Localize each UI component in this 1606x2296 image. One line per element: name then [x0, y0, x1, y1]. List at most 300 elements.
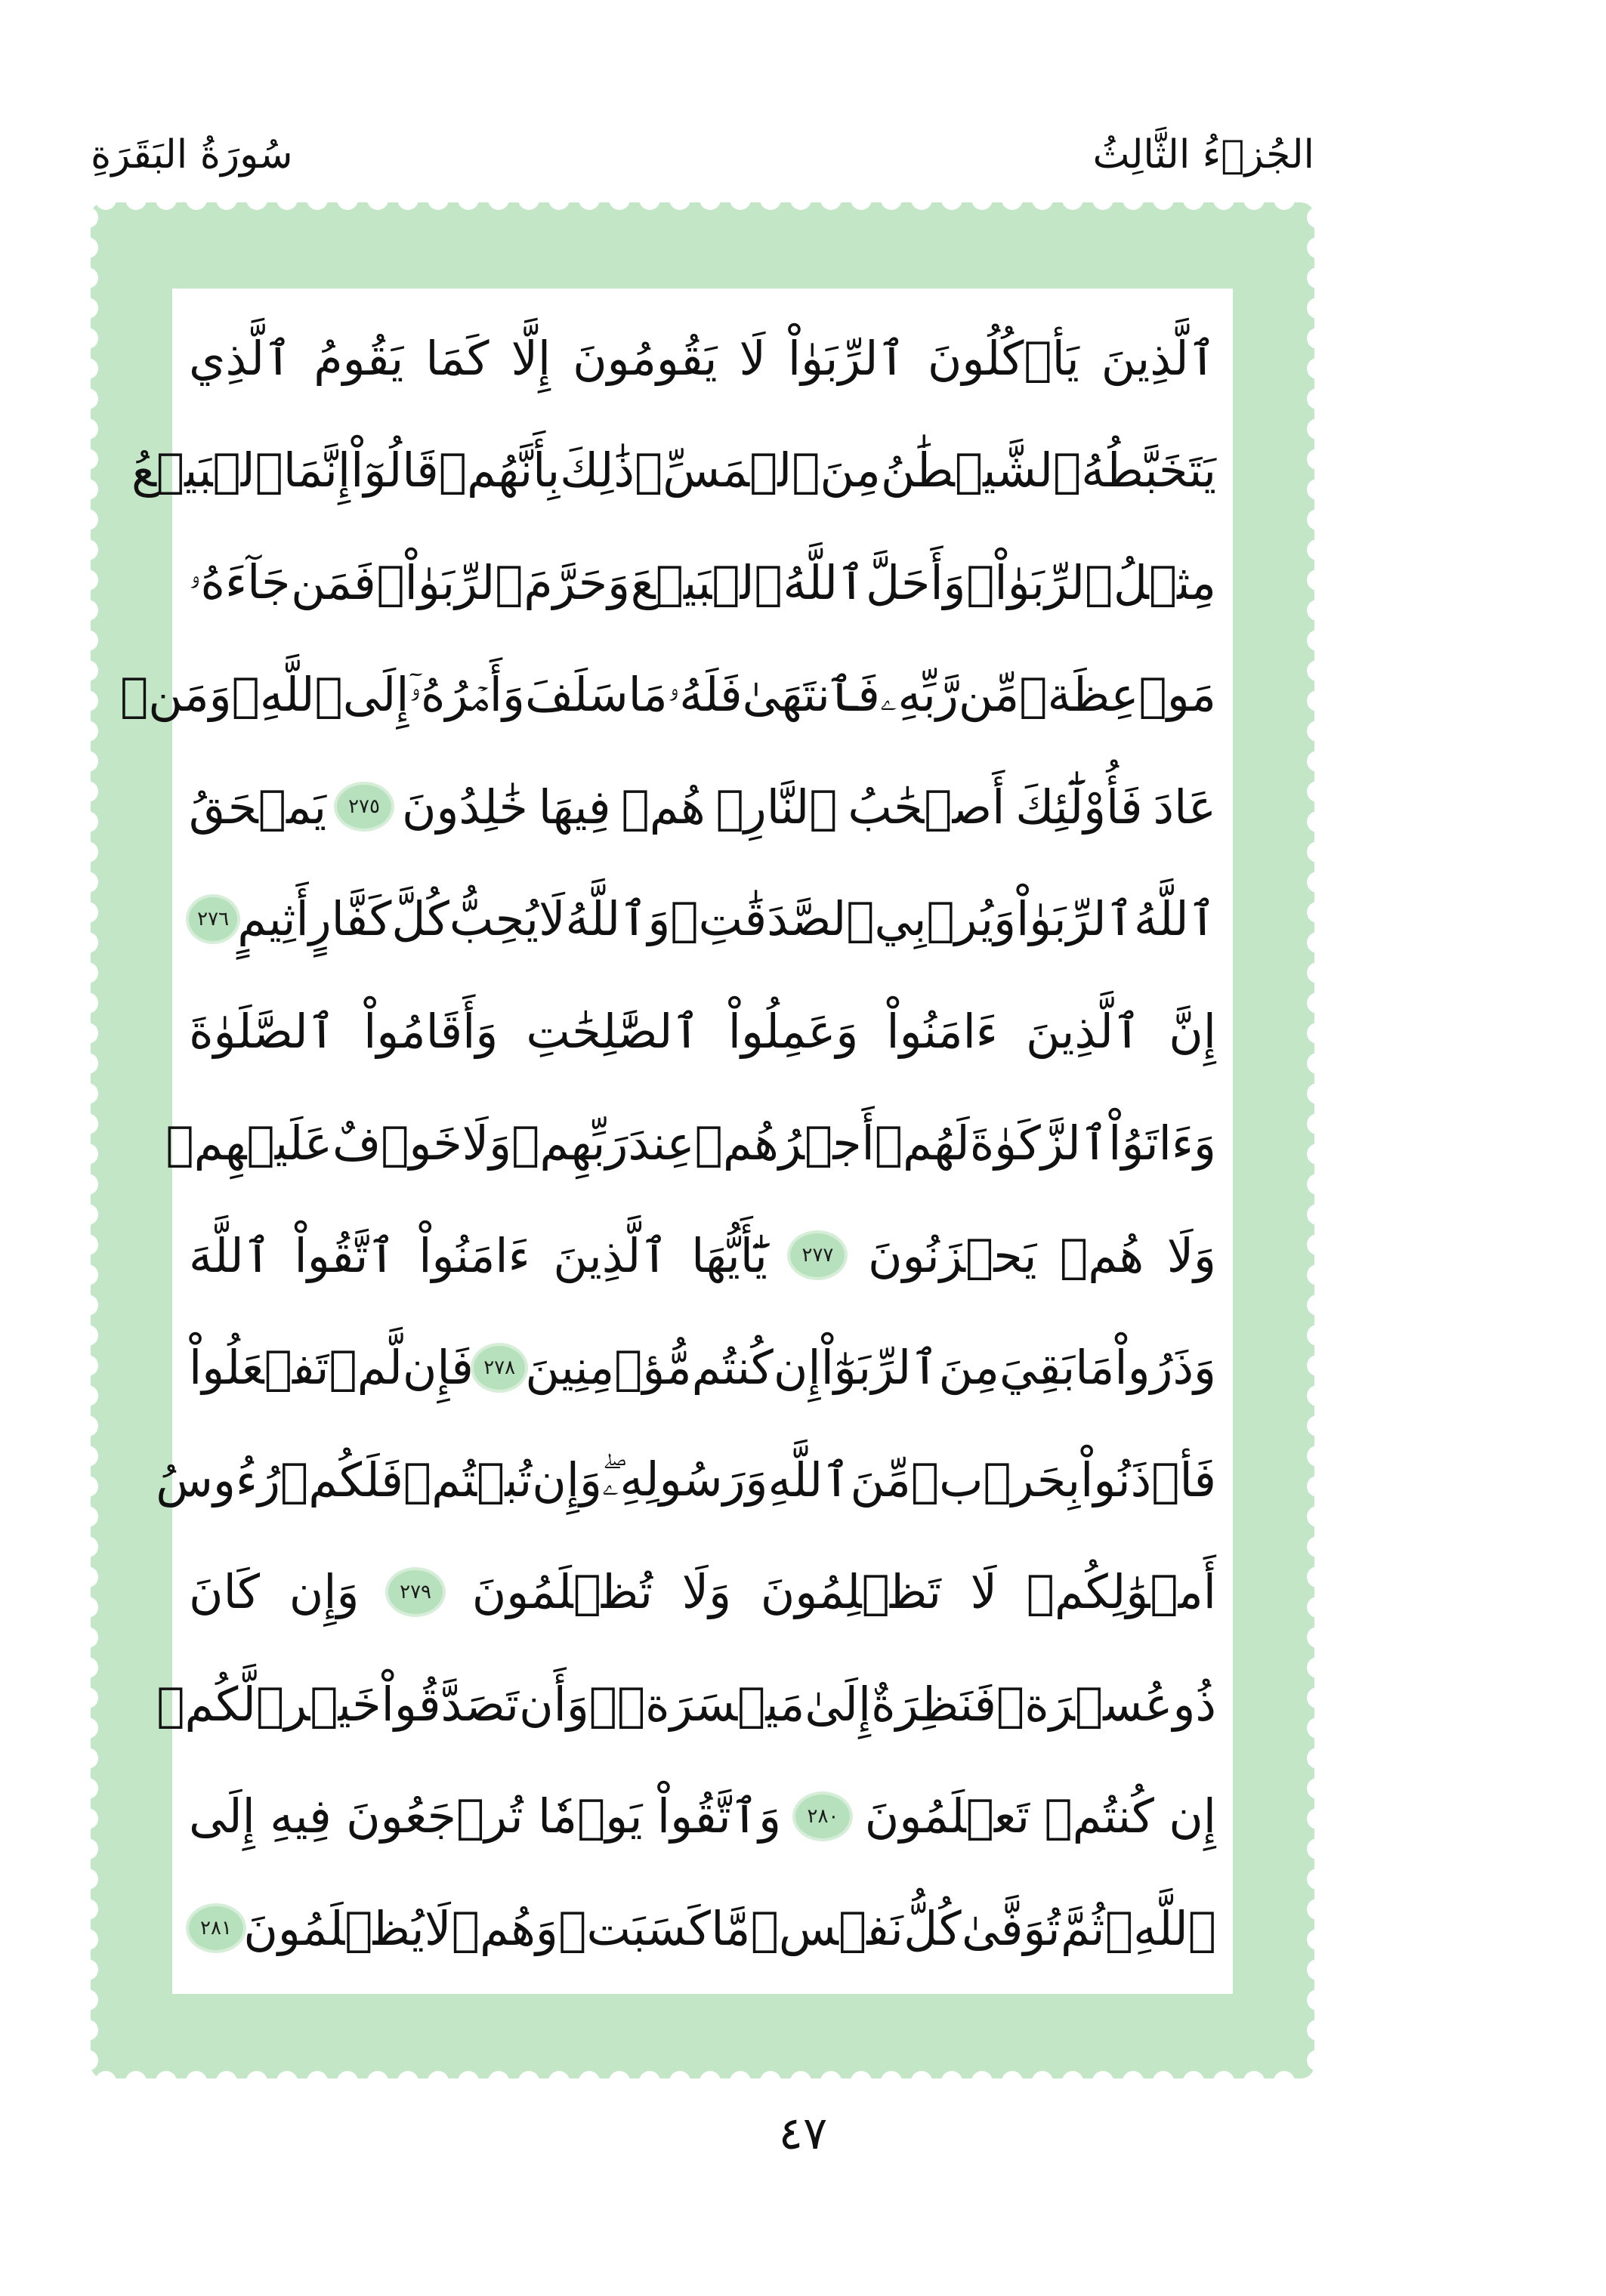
- scallop-notch: [95, 202, 116, 210]
- ayah-word: تُبۡتُمۡ: [403, 1452, 533, 1508]
- scallop-notch: [820, 202, 842, 210]
- ayah-word: تُرۡجَعُونَ: [346, 1788, 523, 1844]
- scallop-notch: [1062, 2071, 1083, 2078]
- scallop-notch: [91, 751, 98, 772]
- scallop-notch: [91, 1083, 98, 1104]
- ayah-word: لَّمۡ: [329, 1340, 403, 1395]
- ayah-word: يَقُومُونَ: [573, 330, 718, 386]
- scallop-notch: [91, 1597, 98, 1618]
- ayah-word: ءَامَنُواْ: [886, 1003, 998, 1059]
- ayah-word: وَلَا: [462, 1116, 512, 1171]
- scallop-notch: [91, 1869, 98, 1890]
- scallop-notch: [488, 202, 509, 210]
- ayah-word: نَفۡسٖ: [750, 1900, 903, 1956]
- scallop-notch: [1307, 267, 1314, 289]
- scallop-notch: [1092, 2071, 1113, 2078]
- ayah-word: ٱلَّذِينَ: [553, 1227, 669, 1283]
- ayah-word: تُوَفَّىٰ: [962, 1900, 1061, 1956]
- scallop-notch: [488, 2071, 509, 2078]
- ayah-word: أَمۡوَٰلِكُمۡ: [1026, 1564, 1216, 1619]
- ayah-word: كَمَا: [425, 330, 490, 386]
- scallop-notch: [1307, 872, 1314, 893]
- scallop-notch: [730, 202, 751, 210]
- ayah-word: سَلَفَ: [524, 667, 629, 722]
- scallop-notch: [91, 1838, 98, 1859]
- scallop-notch: [1307, 388, 1314, 409]
- ayah-word: خَٰلِدُونَ: [401, 779, 528, 835]
- ayah-word: يَقُومُ: [313, 330, 404, 386]
- ayah-word: مَيۡسَرَةٖۚ: [588, 1676, 805, 1732]
- scallop-notch: [1123, 202, 1144, 210]
- scallop-notch: [1062, 202, 1083, 210]
- scallop-notch: [518, 202, 539, 210]
- ayah-word: خَوۡفٌ: [332, 1116, 462, 1171]
- ayah-word: مِنَ: [820, 443, 881, 498]
- ayah-word: مَا: [628, 667, 668, 722]
- scallop-notch: [91, 1476, 98, 1497]
- ayah-word: وَهُمۡ: [451, 1900, 558, 1956]
- scallop-notch: [91, 1295, 98, 1316]
- scallop-notch: [91, 1204, 98, 1225]
- ayah-number-marker: ٢٧٥: [337, 785, 391, 829]
- ayah-word: مِنَ: [938, 1340, 999, 1395]
- scallop-notch: [609, 2071, 630, 2078]
- text-line: [189, 1536, 1216, 1648]
- scallop-notch: [1307, 1234, 1314, 1255]
- scallop-notch: [91, 1989, 98, 2011]
- scallop-notch: [1307, 1264, 1314, 1285]
- ayah-word: ٱلرِّبَوٰاْ: [1016, 891, 1135, 946]
- scallop-notch: [246, 202, 267, 210]
- scallop-notch: [518, 2071, 539, 2078]
- ayah-word: رَبِّهِمۡ: [511, 1116, 629, 1171]
- scallop-notch: [1213, 2071, 1234, 2078]
- ayah-word: إِلَى: [189, 1788, 255, 1844]
- ayah-word: ٱللَّهُ: [783, 554, 866, 610]
- scallop-notch: [1032, 202, 1053, 210]
- ayah-word: تَفۡعَلُواْ: [189, 1340, 329, 1395]
- ayah-word: ٱللَّهِ: [767, 1452, 851, 1508]
- scallop-notch: [91, 1657, 98, 1678]
- ayah-word: يَأۡكُلُونَ: [927, 330, 1079, 386]
- scallop-notch: [851, 2071, 872, 2078]
- scallop-notch: [91, 1325, 98, 1346]
- scallop-notch: [458, 202, 479, 210]
- scallop-notch: [911, 2071, 932, 2078]
- scallop-notch: [91, 1174, 98, 1195]
- scallop-notch: [881, 2071, 902, 2078]
- ayah-word: عَادَ: [1153, 779, 1216, 835]
- ayah-word: وَأَن: [519, 1676, 589, 1732]
- scallop-notch: [1307, 1113, 1314, 1134]
- scallop-notch: [91, 1687, 98, 1708]
- scallop-notch: [91, 1385, 98, 1406]
- scallop-notch: [1307, 1808, 1314, 1829]
- scallop-notch: [760, 202, 781, 210]
- scallop-notch: [91, 781, 98, 802]
- scallop-notch: [1307, 1989, 1314, 2011]
- scallop-notch: [1307, 449, 1314, 470]
- scallop-notch: [1307, 1929, 1314, 1950]
- ayah-word: إِن: [1169, 1788, 1216, 1844]
- ayah-number-marker: ٢٧٨: [474, 1346, 525, 1390]
- ayah-word: رُءُوسُ: [156, 1452, 280, 1508]
- scallop-notch: [91, 1023, 98, 1044]
- scallop-notch: [186, 2071, 207, 2078]
- scallop-notch: [639, 202, 660, 210]
- scallop-notch: [1274, 202, 1295, 210]
- ayah-number-marker: ٢٨١: [189, 1906, 243, 1950]
- scallop-notch: [730, 2071, 751, 2078]
- ayah-word: أَصۡحَٰبُ: [848, 779, 1005, 835]
- scallop-notch: [1307, 1717, 1314, 1739]
- scallop-notch: [91, 1899, 98, 1920]
- ayah-word: ٱلرِّبَوٰٓاْ: [820, 1340, 939, 1395]
- ayah-word: وَمَنۡ: [120, 667, 232, 722]
- ayah-word: مِّنَ: [850, 1452, 911, 1508]
- scallop-notch: [1307, 1778, 1314, 1799]
- scallop-notch: [1153, 2071, 1174, 2078]
- ayah-word: تَظۡلِمُونَ: [760, 1564, 941, 1619]
- scallop-notch: [851, 202, 872, 210]
- ayah-word: كُنتُم: [691, 1340, 774, 1395]
- ayah-word: لَا: [425, 1900, 452, 1956]
- text-line: [120, 639, 1216, 751]
- ayah-number-marker: ٢٧٦: [189, 897, 237, 941]
- scallop-notch: [1307, 690, 1314, 711]
- ayah-word: فَأۡذَنُواْ: [1080, 1452, 1216, 1508]
- ayah-word: وَٱتَّقُواْ: [656, 1788, 782, 1844]
- ayah-word: ٱلۡمَسِّۚ: [635, 443, 820, 498]
- scallop-notch: [91, 1959, 98, 1980]
- ayah-number-marker: ٢٧٩: [388, 1570, 443, 1614]
- ayah-number-marker: ٢٧٧: [790, 1233, 845, 1277]
- scallop-notch: [1307, 1657, 1314, 1678]
- ayah-word: فَلَكُمۡ: [280, 1452, 403, 1508]
- scallop-notch: [609, 202, 630, 210]
- text-line: [189, 1199, 1216, 1311]
- ayah-word: فَأُوْلَٰٓئِكَ: [1015, 779, 1143, 835]
- ayah-word: قَالُوٓاْ: [351, 443, 439, 498]
- ayah-word: وَعَمِلُواْ: [727, 1003, 859, 1059]
- ayah-word: عِندَ: [628, 1116, 695, 1171]
- scallop-notch: [1307, 1869, 1314, 1890]
- scallop-notch: [246, 2071, 267, 2078]
- scallop-notch: [1307, 328, 1314, 349]
- ayah-word: ٱلصَّٰلِحَٰتِ: [526, 1003, 700, 1059]
- scallop-notch: [1307, 1748, 1314, 1769]
- scallop-notch: [1307, 237, 1314, 258]
- scallop-notch: [276, 2071, 298, 2078]
- ayah-word: ٱللَّهِۖ: [231, 667, 343, 722]
- ayah-word: لَا: [970, 1564, 998, 1619]
- scallop-notch: [186, 202, 207, 210]
- scallop-notch: [1307, 1687, 1314, 1708]
- scallop-notch: [1307, 1415, 1314, 1437]
- scallop-notch: [91, 1053, 98, 1074]
- ayah-word: ٱلزَّكَوٰةَ: [969, 1116, 1109, 1171]
- scallop-notch: [91, 690, 98, 711]
- scallop-notch: [91, 1566, 98, 1588]
- scallop-notch: [91, 660, 98, 681]
- text-line: [165, 1088, 1216, 1199]
- ayah-word: مُّؤۡمِنِينَ: [525, 1340, 692, 1395]
- text-line: [189, 751, 1216, 863]
- text-line: [131, 415, 1216, 526]
- page-number: ٤٧: [778, 2107, 828, 2160]
- scallop-notch: [1307, 1174, 1314, 1195]
- ayah-word: ذَٰلِكَ: [560, 443, 635, 498]
- scallop-notch: [1307, 932, 1314, 953]
- scallop-notch: [1307, 841, 1314, 863]
- scallop-notch: [156, 2071, 177, 2078]
- scallop-notch: [1307, 992, 1314, 1014]
- scallop-notch: [1307, 569, 1314, 591]
- scallop-notch: [1032, 2071, 1053, 2078]
- text-line: [189, 1872, 1216, 1984]
- text-line: [156, 1648, 1216, 1760]
- ayah-word: كَانَ: [189, 1564, 260, 1619]
- scallop-notch: [1307, 1506, 1314, 1527]
- scallop-notch: [1307, 600, 1314, 621]
- scallop-notch: [1307, 479, 1314, 500]
- scallop-notch: [428, 2071, 449, 2078]
- ayah-word: يُحِبُّ: [449, 891, 539, 946]
- ayah-word: ٱلشَّيۡطَٰنُ: [880, 443, 1082, 498]
- scallop-notch: [941, 2071, 962, 2078]
- scallop-notch: [91, 902, 98, 923]
- ayah-word: وَإِن: [289, 1564, 360, 1619]
- ayah-word: رَّبِّهِۦ: [879, 666, 959, 722]
- scallop-notch: [1307, 1627, 1314, 1648]
- scallop-notch: [91, 1113, 98, 1134]
- scallop-notch: [669, 2071, 690, 2078]
- scallop-notch: [700, 2071, 721, 2078]
- text-line: [189, 863, 1216, 975]
- ayah-word: تُظۡلَمُونَ: [471, 1564, 653, 1619]
- ayah-word: مِثۡلُ: [1113, 554, 1216, 610]
- scallop-notch: [639, 2071, 660, 2078]
- ayah-word: لَا: [739, 330, 766, 386]
- scallop-notch: [1307, 811, 1314, 832]
- ayah-word: ذُو: [1172, 1676, 1216, 1732]
- scallop-notch: [1183, 2071, 1204, 2078]
- ayah-word: إِنَّ: [1169, 1003, 1216, 1059]
- ayah-word: فَٱنتَهَىٰ: [742, 667, 880, 722]
- scallop-notch: [91, 539, 98, 560]
- ayah-word: وَلَا: [1166, 1227, 1216, 1283]
- ayah-word: ءَامَنُواْ: [418, 1227, 530, 1283]
- scallop-notch: [1307, 1476, 1314, 1497]
- scallop-notch: [1153, 202, 1174, 210]
- ayah-word: ٱلۡبَيۡعُ: [131, 443, 283, 498]
- scallop-notch: [91, 509, 98, 530]
- scallop-notch: [91, 1778, 98, 1799]
- ayah-word: مَا: [1075, 1340, 1115, 1395]
- scallop-notch: [820, 2071, 842, 2078]
- scallop-notch: [1307, 1597, 1314, 1618]
- scallop-notch: [458, 2071, 479, 2078]
- ayah-word: يَتَخَبَّطُهُ: [1081, 443, 1216, 498]
- scallop-notch: [1307, 1838, 1314, 1859]
- ayah-word: يَحۡزَنُونَ: [867, 1227, 1037, 1283]
- ayah-word: ٱلنَّارِۖ: [715, 779, 838, 835]
- scallop-notch: [307, 202, 328, 210]
- scallop-notch: [548, 2071, 570, 2078]
- scallop-notch: [91, 1415, 98, 1437]
- scallop-notch: [1213, 202, 1234, 210]
- scallop-notch: [91, 841, 98, 863]
- ayah-word: ٱللَّهَ: [189, 1227, 272, 1283]
- scallop-notch: [1307, 1295, 1314, 1316]
- scallop-notch: [337, 2071, 358, 2078]
- scallop-notch: [669, 202, 690, 210]
- scallop-notch: [91, 1808, 98, 1829]
- ayah-word: خَيۡرٞ: [255, 1676, 381, 1732]
- ayah-word: مَوۡعِظَةٞ: [1019, 667, 1216, 722]
- scallop-notch: [95, 2071, 116, 2078]
- quran-text: [120, 302, 1216, 1986]
- text-line: [189, 1312, 1216, 1424]
- scallop-notch: [91, 992, 98, 1014]
- ayah-word: ٱللَّهِۖ: [1104, 1900, 1216, 1956]
- ayah-word: ٱلَّذِينَ: [1025, 1003, 1141, 1059]
- scallop-notch: [367, 202, 388, 210]
- ayah-word: يُظۡلَمُونَ: [243, 1900, 425, 1956]
- text-line: [189, 526, 1216, 638]
- ayah-word: لَّكُمۡ: [156, 1676, 256, 1732]
- ayah-word: بِأَنَّهُمۡ: [438, 443, 561, 498]
- ayah-word: يَوۡمٗا: [537, 1788, 643, 1844]
- ayah-word: ٱتَّقُواْ: [294, 1227, 396, 1283]
- scallop-notch: [700, 202, 721, 210]
- ayah-word: عُسۡرَةٖ: [996, 1676, 1173, 1732]
- scallop-notch: [91, 237, 98, 258]
- scallop-notch: [91, 872, 98, 893]
- page-header: [91, 113, 1314, 196]
- ayah-word: ٱلصَّدَقَٰتِۗ: [670, 891, 875, 946]
- scallop-notch: [760, 2071, 781, 2078]
- scallop-notch: [367, 2071, 388, 2078]
- ayah-word: فَإِن: [402, 1340, 474, 1395]
- scallop-notch: [91, 328, 98, 349]
- scallop-notch: [397, 2071, 418, 2078]
- ayah-word: بِحَرۡبٖ: [910, 1452, 1081, 1508]
- ayah-word: وَإِن: [532, 1452, 602, 1508]
- scallop-notch: [307, 2071, 328, 2078]
- scallop-notch: [1307, 418, 1314, 440]
- ayah-word: كَسَبَتۡ: [558, 1900, 711, 1956]
- ayah-word: وَحَرَّمَ: [523, 554, 631, 610]
- scallop-notch: [1307, 1446, 1314, 1467]
- ayah-word: هُمۡ: [1060, 1227, 1144, 1283]
- scallop-notch: [1307, 358, 1314, 379]
- scallop-notch: [1307, 1536, 1314, 1557]
- ayah-word: تَصَدَّقُواْ: [381, 1676, 520, 1732]
- ayah-word: أَجۡرُهُمۡ: [694, 1116, 875, 1171]
- surah-title: سُورَةُ البَقَرَةِ: [91, 132, 293, 177]
- scallop-notch: [1307, 1385, 1314, 1406]
- scallop-notch: [1307, 1143, 1314, 1165]
- ayah-word: فِيهَا: [538, 779, 611, 835]
- scallop-notch: [1243, 202, 1265, 210]
- ayah-word: إِنَّمَا: [283, 443, 351, 498]
- scallop-notch: [125, 2071, 147, 2078]
- scallop-notch: [91, 479, 98, 500]
- scallop-notch: [91, 811, 98, 832]
- text-line: [156, 1424, 1216, 1535]
- scallop-notch: [91, 1627, 98, 1648]
- scallop-notch: [91, 1143, 98, 1165]
- scallop-notch: [91, 207, 98, 228]
- ayah-word: كُلُّ: [903, 1900, 962, 1956]
- scallop-notch: [1307, 1355, 1314, 1376]
- scallop-notch: [1307, 1959, 1314, 1980]
- ayah-word: مَّا: [711, 1900, 751, 1956]
- ayah-word: ٱللَّهُ: [1134, 891, 1216, 946]
- scallop-notch: [1307, 1204, 1314, 1225]
- ayah-word: إِلَى: [342, 667, 409, 722]
- scallop-notch: [91, 449, 98, 470]
- scallop-notch: [579, 2071, 600, 2078]
- scallop-notch: [1274, 2071, 1295, 2078]
- text-line: [189, 1761, 1216, 1872]
- scallop-notch: [971, 2071, 993, 2078]
- scallop-notch: [1002, 2071, 1023, 2078]
- scallop-notch: [91, 569, 98, 591]
- text-line: [189, 302, 1216, 414]
- ayah-word: تَعۡلَمُونَ: [864, 1788, 1030, 1844]
- ayah-word: ٱلرِّبَوٰاْۚ: [376, 554, 523, 610]
- scallop-notch: [91, 388, 98, 409]
- ayah-word: عَلَيۡهِمۡ: [165, 1116, 332, 1171]
- scallop-notch: [91, 2020, 98, 2041]
- ayah-word: ثُمَّ: [1061, 1900, 1105, 1956]
- juz-title: الجُزۡءُ الثَّالِثُ: [1092, 132, 1314, 177]
- ayah-word: إِن: [773, 1340, 821, 1395]
- scallop-notch: [579, 202, 600, 210]
- scallop-notch: [911, 202, 932, 210]
- ayah-word: ٱلرِّبَوٰاْۗ: [966, 554, 1113, 610]
- scallop-notch: [1307, 721, 1314, 742]
- scallop-notch: [1307, 1053, 1314, 1074]
- ayah-number-marker: ٢٨٠: [795, 1795, 850, 1838]
- scallop-notch: [1307, 509, 1314, 530]
- scallop-notch: [790, 2071, 811, 2078]
- scallop-notch: [156, 202, 177, 210]
- ayah-word: كُنتُمۡ: [1044, 1788, 1154, 1844]
- scallop-notch: [1307, 660, 1314, 681]
- ayah-word: إِلَّا: [511, 330, 551, 386]
- ayah-word: وَأَمۡرُهُۥٓ: [409, 666, 525, 722]
- scallop-notch: [1307, 207, 1314, 228]
- scallop-notch: [428, 202, 449, 210]
- ayah-word: أَثِيمٍ: [237, 891, 309, 946]
- ayah-word: يَٰٓأَيُّهَا: [691, 1227, 767, 1283]
- scallop-notch: [91, 1355, 98, 1376]
- scallop-notch: [91, 600, 98, 621]
- scallop-notch: [881, 202, 902, 210]
- ayah-word: إِلَىٰ: [805, 1676, 872, 1732]
- scallop-notch: [1307, 298, 1314, 319]
- scallop-notch: [91, 267, 98, 289]
- ayah-word: وَٱللَّهُ: [565, 891, 671, 946]
- scallop-notch: [941, 202, 962, 210]
- scallop-notch: [91, 2050, 98, 2071]
- ayah-word: وَأَحَلَّ: [866, 554, 966, 610]
- ayah-word: بَقِيَ: [999, 1340, 1076, 1395]
- ayah-word: لَهُمۡ: [874, 1116, 970, 1171]
